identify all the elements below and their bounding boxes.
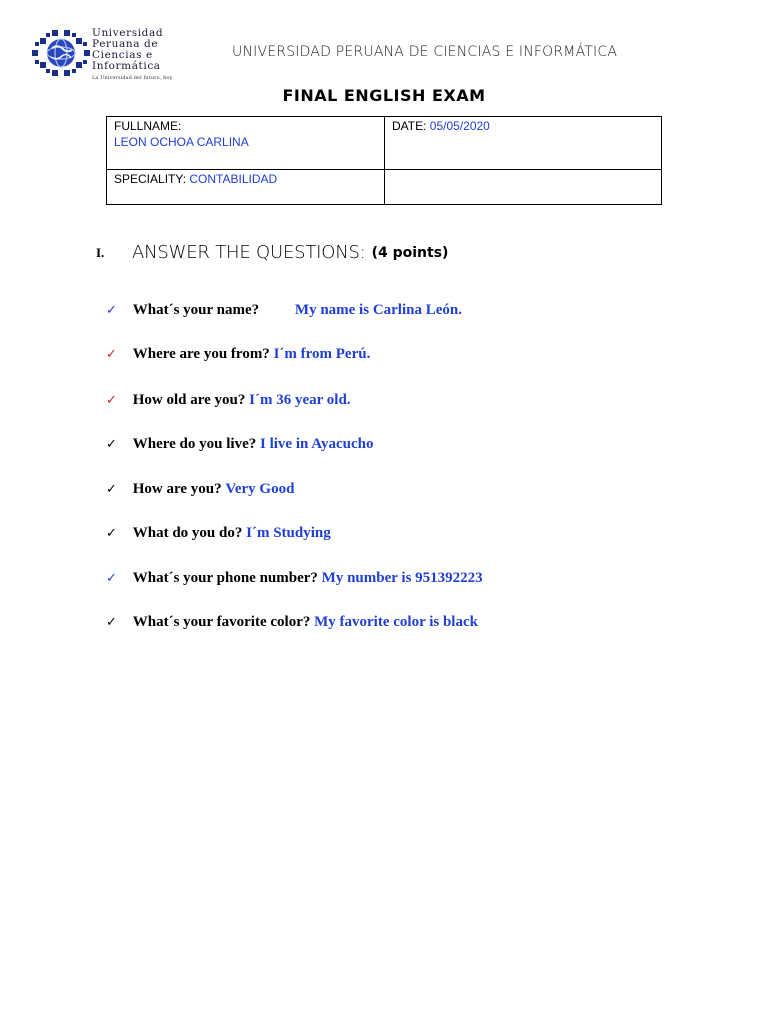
logo-line-3: Ciencias e [92,49,153,61]
info-row-2 [107,170,662,205]
answer-text: Very Good [225,481,295,497]
section-points: (4 points) [371,244,449,261]
answer-text: I´m Studying [246,525,331,541]
speciality-value: CONTABILIDAD [189,172,278,186]
question-text: What´s your favorite color? [132,614,311,630]
fullname-value: LEON OCHOA CARLINA [114,135,249,149]
checkmark-icon: ✓ [106,347,117,362]
answer-text: My favorite color is black [314,614,478,630]
logo-tagline: La Universidad del futuro, hoy [92,75,173,81]
answer-text: I´m 36 year old. [249,392,351,408]
date-value: 05/05/2020 [429,119,490,133]
logo-wordmark [92,28,173,84]
speciality-cell [107,170,385,205]
empty-cell [385,170,662,205]
info-row-1 [107,117,662,170]
question-item [106,614,478,631]
logo-line-4: Informática [92,60,161,72]
speciality-label: SPECIALITY: [114,172,187,186]
checkmark-icon: ✓ [106,615,117,630]
logo-line-1: Universidad [92,27,164,39]
checkmark-icon: ✓ [106,437,117,452]
answer-text: My name is Carlina León. [294,302,462,318]
question-item [106,436,373,453]
question-text: How old are you? [132,392,246,408]
date-label: DATE: [392,119,427,133]
question-text: Where do you live? [132,436,257,452]
question-text: What´s your name? [132,302,260,318]
checkmark-icon: ✓ [106,303,117,318]
question-item [106,570,483,587]
fullname-cell [107,117,385,170]
answer-text: I´m from Perú. [273,346,371,362]
checkmark-icon: ✓ [106,393,117,408]
section-title: ANSWER THE QUESTIONS: [132,242,366,263]
student-info-table [106,116,662,205]
question-text: How are you? [132,481,222,497]
logo-line-2: Peruana de [92,38,159,50]
question-item [106,346,370,363]
question-item [106,392,351,409]
question-item [106,525,331,542]
question-text: Where are you from? [132,346,270,362]
university-logo [30,26,190,80]
university-name: UNIVERSIDAD PERUANA DE CIENCIAS E INFORMÁTICA [232,44,618,60]
checkmark-icon: ✓ [106,571,117,586]
question-text: What do you do? [132,525,243,541]
question-text: What´s your phone number? [132,570,318,586]
answer-text: I live in Ayacucho [259,436,374,452]
answer-text: My number is 951392223 [321,570,483,586]
fullname-label: FULLNAME: [114,119,182,133]
question-item [106,302,462,319]
university-emblem-icon [30,28,92,78]
date-cell [385,117,662,170]
exam-title: FINAL ENGLISH EXAM [282,86,486,105]
question-item [106,481,294,498]
section-number: I. [96,244,105,260]
section-heading [96,242,448,263]
checkmark-icon: ✓ [106,526,117,541]
checkmark-icon: ✓ [106,482,117,497]
